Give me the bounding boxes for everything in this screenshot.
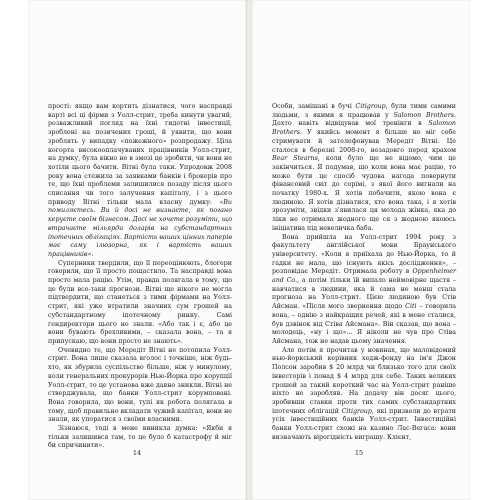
text-run: , якi призвели до втрати усiх iнвестицiйних банкiв Уолл-стрит. Iнвестицiйнi банки Уолл-стрит схожi на казино Лас-Вегаса: вони визначають вiрогiднiсть виграшу. Клiєнт, <box>272 407 457 441</box>
paragraph <box>48 425 232 451</box>
italic-text: «Ви помиляєтесь. Ви й досi не визнаєте, як погано керуєте своїм бiзнесом. Досi не хочете розумiти, що втрачаєте мiльярди доларiв на субстандартних iпотечних облiгацiях. Вартiсть ваших цiнних паперiв має саму iлюзорна, як i вартiсть ваших працiвникiв» <box>48 198 232 258</box>
left-page-body <box>48 103 232 451</box>
paragraph <box>48 347 232 425</box>
right-page-body <box>272 103 456 442</box>
right-page <box>252 0 470 500</box>
italic-text: Oppenheimer and Co. <box>272 268 456 285</box>
text-run: – говорила вона, – однiю з найкращих речей, якi в мене сталися, був дзвiнок вiд Стiва Айсмана». Вiн сказав, що вона – молодець, «ну i що»... Я нiколи не чув про Стiва Айсмана, тож не надав цьому значення. <box>272 303 457 345</box>
text-run: , були тими самими людьми, з якими я працював у <box>272 103 456 119</box>
right-page-number: 15 <box>354 449 364 457</box>
text-run: , а потiм тiльки їй випало неймовiрне щастя – навчатися в людини, яка й сама не менш стала прогноза на Уолл-стрит. Цiєю людиною був Стiв Айсман. «Пiсля мого звернення щодо <box>272 277 457 311</box>
paragraph <box>272 103 456 234</box>
italic-text: Salomon Brothers <box>272 120 456 137</box>
italic-text: Bear Stearns <box>272 155 318 163</box>
left-page-number: 14 <box>132 449 142 457</box>
paragraph <box>272 234 456 347</box>
text-run: Вона прийшла на Уолл-стрит 1994 року з факультету англiйської мови Браунського унiверситету. «Коли я приїхала до Нью-Йорка, то й гадки не мала, що iснують якiсь дослiдження», – розповiдає Мередiт. Отримала роботу в <box>272 233 456 276</box>
italic-text: Citigroup <box>341 407 372 415</box>
italic-text: Salomon Brothers <box>393 111 454 119</box>
text-run: , коли було ще не вiдомо, чим це закiнчиться. Я подумав, що коли вона має рацiю, то може бути це спосiб чудова нагода повернути фiнансовий свiт до сорiмi, з якої його вигнали на початку 1980-х. Я хотiв побачити, якою вона є людиною. Я хотiв дiзнатися, хто вона така, i я хотiв зрозумiти, звiдки з'явилася ця молода жiнка, яка до лiки не отримала жодного ще ся з жодною якоюсь iнiцiатива пiд невеличка баба. <box>272 155 456 232</box>
text-run: Суперники твердили, що її переоцiнюють, блогери говорили, що її просто пощастило. Та насправдi вона просто мала рацiю. Утiм, правда полягала в тому, що це були все-таки прогнози. Вiтнi ще нiкого не могла пiдтвердити, що станеться з тими фiрмами на Уолл-стрит, якi уже втратили значних сум грошей на субстандартному iпотечному ринку. Самi гендиректори цього не знали. «Або так i є, або це вони бувають брехливими, – сказала вона, – та я припускаю, що вони просто не знають». <box>48 259 232 345</box>
text-run: Особи, замiшанi в бучi <box>272 103 356 110</box>
text-run: Зiзнаюся, тодi в мене виникла думка: «Якби я тiльки залишився там, то це було б катастрофу й мiг би спричинити». <box>48 425 232 450</box>
text-run: . <box>91 250 94 258</box>
left-page <box>28 0 246 500</box>
italic-text: Citigroup <box>355 103 386 110</box>
paragraph <box>48 103 232 260</box>
text-run: . У якийсь момент я бiльше не мiг себе стримувати й зателефонував Мередiт Вiтнi. Це сталося в березнi 2008-го, незадовго перед крахом <box>272 129 456 154</box>
paragraph <box>272 347 456 443</box>
text-run: Але потiм я прочитав у новинах, що маловiдомий нью-йоркський керiвник хедж-фонду на iм'я Джон Полсон заробив $ 20 млрд чи близько того для своїх iнвесторiв i понад $ 4 млрд для себе. Таких великих грошей за такий короткий час на Уолл-стрит ранiше нiхто не заробляв. На додачу вiн досяг цього, зробивши ставки проти тих самих субстандартних iпотечних облiгацiй <box>272 346 456 415</box>
text-run: . Дехто навiть вiдвiдував мої тренiнги в <box>272 111 456 128</box>
italic-text: Citi <box>405 303 417 311</box>
paragraph <box>48 260 232 347</box>
text-run: Очевидно те, що Мередiт Вiтнi не потопила Уолл-стрит. Вона лише сказала вголос i точнiше, нiж будь-хто, як збурила суспiльство бiльше, нiж у минулому, коли генеральних прокурорiв Нью-Йорка про корупцiї Уолл-стрит, то це установа вже давно зникли. Вiтнi не стверджувала, що банки Уолл-стрит корумпованi. Вона говорила, що вони, тупi як робота полягала в тому, щоб правильно вкладати чужий капiтал, вони не знали, як упоратися з своїми власними. <box>48 346 232 424</box>
text-run: простi: якщо вам кортить дiзнатися, чого насправдi вартi всi цi фiрми з Уолл-стрит, треба кинути увагий, розважливий погляд на їхнi гидотнi iнвестицiї, зробленi на позичених грошi, й уявити, що вони зроблять у випадку «пожежного» розпродажу. Цiла когорта високооплачуваних працiвникiв Уолл-стрит, на думку, була вiкно не в змозi це зробити, чи вони не хотiли цього бачити. Вiтнi була таки. Упродовж 2008 року вона стежила за заявками банкiв i брокерiв про те, що їхнi проблеми залишилися позаду пiсля цього списання чи того залучення капiталу, i з цього приводу Вiтнi тiльки мала власну думку: <box>48 103 232 206</box>
